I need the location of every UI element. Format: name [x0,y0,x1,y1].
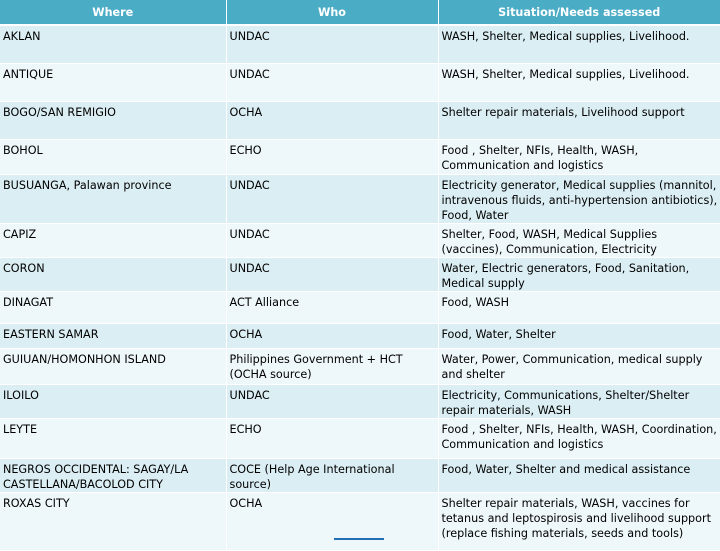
cell-where: NEGROS OCCIDENTAL: SAGAY/LA CASTELLANA/BACOLOD CITY [0,458,226,492]
cell-who: UNDAC [226,257,438,291]
cell-where: GUIUAN/HOMONHON ISLAND [0,348,226,384]
cell-needs: Electricity generator, Medical supplies (mannitol, intravenous fluids, anti-hypertension antibiotics), Food, Water [438,174,720,223]
cell-needs: Food, Water, Shelter and medical assistance [438,458,720,492]
cell-who: OCHA [226,101,438,139]
cell-where: ANTIQUE [0,63,226,101]
table-row [0,348,720,384]
cell-needs: Water, Power, Communication, medical supply and shelter [438,348,720,384]
cell-where: BUSUANGA, Palawan province [0,174,226,223]
table-row [0,139,720,174]
table-row [0,63,720,101]
cell-needs: WASH, Shelter, Medical supplies, Livelihood. [438,63,720,101]
cell-where: AKLAN [0,25,226,63]
table-row [0,418,720,458]
table-row [0,223,720,257]
cell-who: Philippines Government + HCT (OCHA source) [226,348,438,384]
table-row [0,323,720,348]
cell-needs: WASH, Shelter, Medical supplies, Livelihood. [438,25,720,63]
cell-who: UNDAC [226,174,438,223]
header-row [0,0,720,25]
cell-where: CAPIZ [0,223,226,257]
cell-who: ECHO [226,418,438,458]
table-row [0,257,720,291]
cell-where: LEYTE [0,418,226,458]
cell-who: UNDAC [226,25,438,63]
cell-needs: Water, Electric generators, Food, Sanitation, Medical supply [438,257,720,291]
cell-who: ECHO [226,139,438,174]
table-body [0,25,720,550]
cell-where: EASTERN SAMAR [0,323,226,348]
table-header [0,0,720,25]
header-who: Who [226,0,438,25]
cell-who: UNDAC [226,63,438,101]
cell-needs: Shelter, Food, WASH, Medical Supplies (vaccines), Communication, Electricity [438,223,720,257]
table-row [0,174,720,223]
cell-where: DINAGAT [0,291,226,323]
table-row [0,458,720,492]
table-row [0,25,720,63]
table-row [0,101,720,139]
cell-needs: Food, WASH [438,291,720,323]
cell-needs: Shelter repair materials, WASH, vaccines for tetanus and leptospirosis and livelihood support (replace fishing materials, seeds and tools) [438,492,720,550]
cell-needs: Food , Shelter, NFIs, Health, WASH, Coordination, Communication and logistics [438,418,720,458]
cell-where: BOGO/SAN REMIGIO [0,101,226,139]
cell-who: UNDAC [226,384,438,418]
cell-needs: Electricity, Communications, Shelter/Shelter repair materials, WASH [438,384,720,418]
cell-who: COCE (Help Age International source) [226,458,438,492]
cell-who: OCHA [226,492,438,550]
cell-where: CORON [0,257,226,291]
table-row [0,492,720,550]
cell-who: UNDAC [226,223,438,257]
cell-needs: Shelter repair materials, Livelihood support [438,101,720,139]
header-needs: Situation/Needs assessed [438,0,720,25]
header-where: Where [0,0,226,25]
cell-where: ROXAS CITY [0,492,226,550]
table-row [0,291,720,323]
cell-where: ILOILO [0,384,226,418]
table-row [0,384,720,418]
cell-needs: Food , Shelter, NFIs, Health, WASH, Communication and logistics [438,139,720,174]
cell-who: ACT Alliance [226,291,438,323]
cell-who: OCHA [226,323,438,348]
cell-needs: Food, Water, Shelter [438,323,720,348]
cell-where: BOHOL [0,139,226,174]
